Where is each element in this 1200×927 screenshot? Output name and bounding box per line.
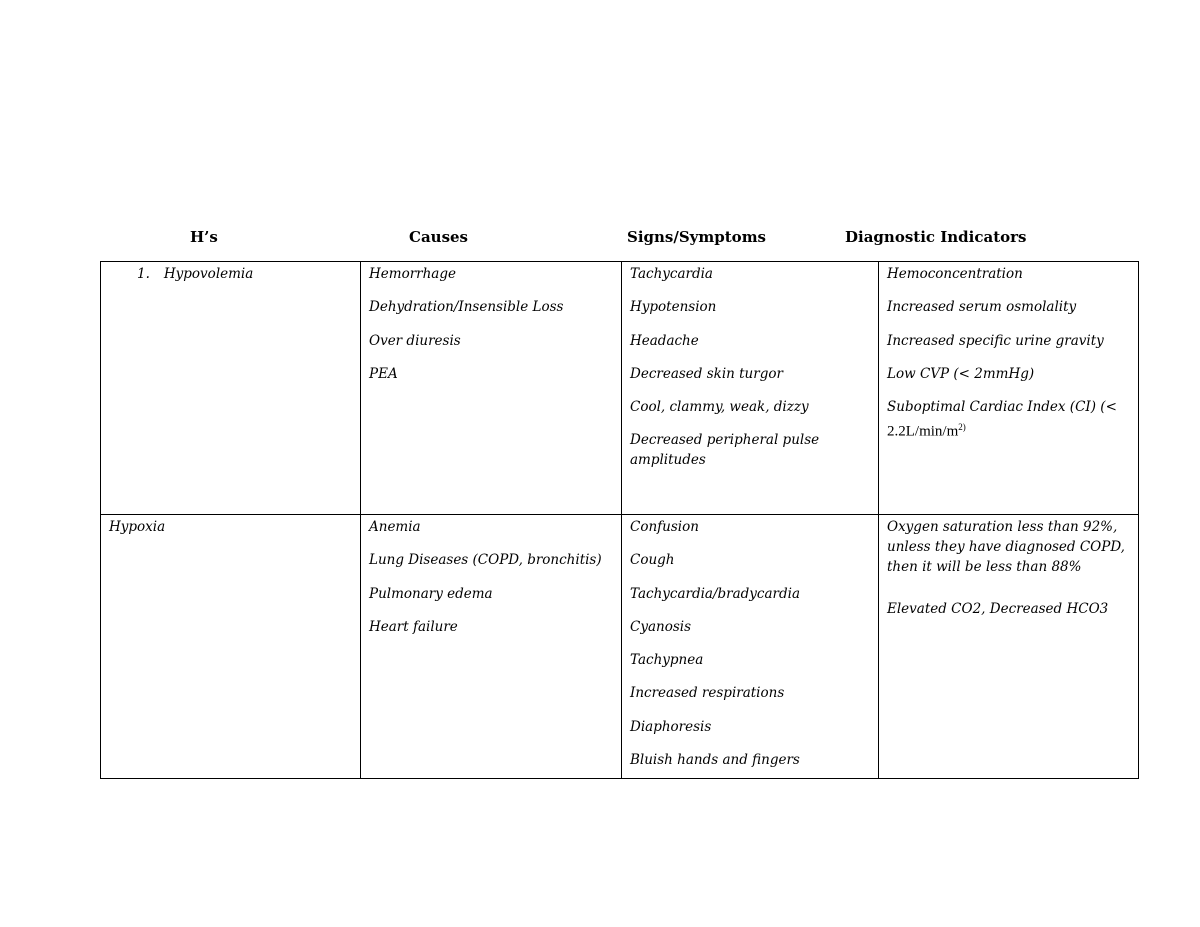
- table-row: [101, 515, 1139, 779]
- list-item: Elevated CO2, Decreased HCO3: [887, 601, 1109, 617]
- list-item: Decreased peripheral pulse amplitudes: [630, 432, 820, 469]
- list-item: Hypotension: [630, 299, 717, 316]
- cell-signs: [622, 262, 879, 515]
- list-item: Increased specific urine gravity: [887, 332, 1104, 349]
- list-item: Tachypnea: [630, 652, 704, 669]
- cardiac-index-superscript: 2): [958, 422, 966, 433]
- list-item: Lung Diseases (COPD, bronchitis): [369, 552, 602, 569]
- h-name-hypoxia: Hypoxia: [109, 519, 166, 535]
- cell-causes: [361, 515, 622, 779]
- list-item: Tachycardia/bradycardia: [630, 585, 800, 602]
- list-item: Headache: [630, 332, 699, 349]
- list-item: Cool, clammy, weak, dizzy: [630, 399, 809, 416]
- cardiac-index-value: 2.2L/min/m: [887, 423, 959, 440]
- cell-signs: [622, 515, 879, 779]
- header-causes: Causes: [409, 228, 468, 246]
- cell-diagnostics: [879, 262, 1139, 515]
- list-item: Hemorrhage: [369, 266, 456, 282]
- list-item: Tachycardia: [630, 266, 713, 282]
- list-item: Over diuresis: [369, 332, 461, 349]
- list-item: [109, 264, 353, 284]
- list-item: Hemoconcentration: [887, 266, 1023, 282]
- h-name-hypovolemia: Hypovolemia: [163, 266, 254, 282]
- list-item: Decreased skin turgor: [630, 365, 783, 382]
- list-number: 1.: [137, 266, 150, 282]
- cell-causes: [361, 262, 622, 515]
- list-item: Dehydration/Insensible Loss: [369, 299, 564, 316]
- list-item: [887, 397, 1131, 442]
- header-signs-symptoms: Signs/Symptoms: [627, 228, 767, 246]
- header-diagnostic-indicators: Diagnostic Indicators: [845, 228, 1027, 246]
- list-item: Cough: [630, 552, 675, 569]
- column-headers: [0, 228, 1200, 248]
- cell-h-name: [101, 262, 361, 515]
- list-item: Bluish hands and fingers: [630, 752, 800, 769]
- cell-diagnostics: [879, 515, 1139, 779]
- list-item: Pulmonary edema: [369, 585, 493, 602]
- list-item: Oxygen saturation less than 92%, unless they have diagnosed COPD, then it will be less than 88%: [887, 519, 1125, 575]
- cell-h-name: [101, 515, 361, 779]
- list-item: PEA: [369, 365, 398, 382]
- list-item: Anemia: [369, 519, 421, 535]
- list-item: Confusion: [630, 519, 699, 535]
- list-item: Low CVP (< 2mmHg): [887, 365, 1035, 382]
- cardiac-index-text: Suboptimal Cardiac Index (CI) (<: [887, 399, 1117, 416]
- list-item: Heart failure: [369, 618, 458, 635]
- list-item: Diaphoresis: [630, 718, 712, 735]
- table-row: [101, 262, 1139, 515]
- list-item: Cyanosis: [630, 618, 692, 635]
- list-item: Increased respirations: [630, 685, 785, 702]
- h-causes-table: [100, 261, 1139, 779]
- header-hs: H’s: [190, 228, 218, 246]
- list-item: Increased serum osmolality: [887, 299, 1077, 316]
